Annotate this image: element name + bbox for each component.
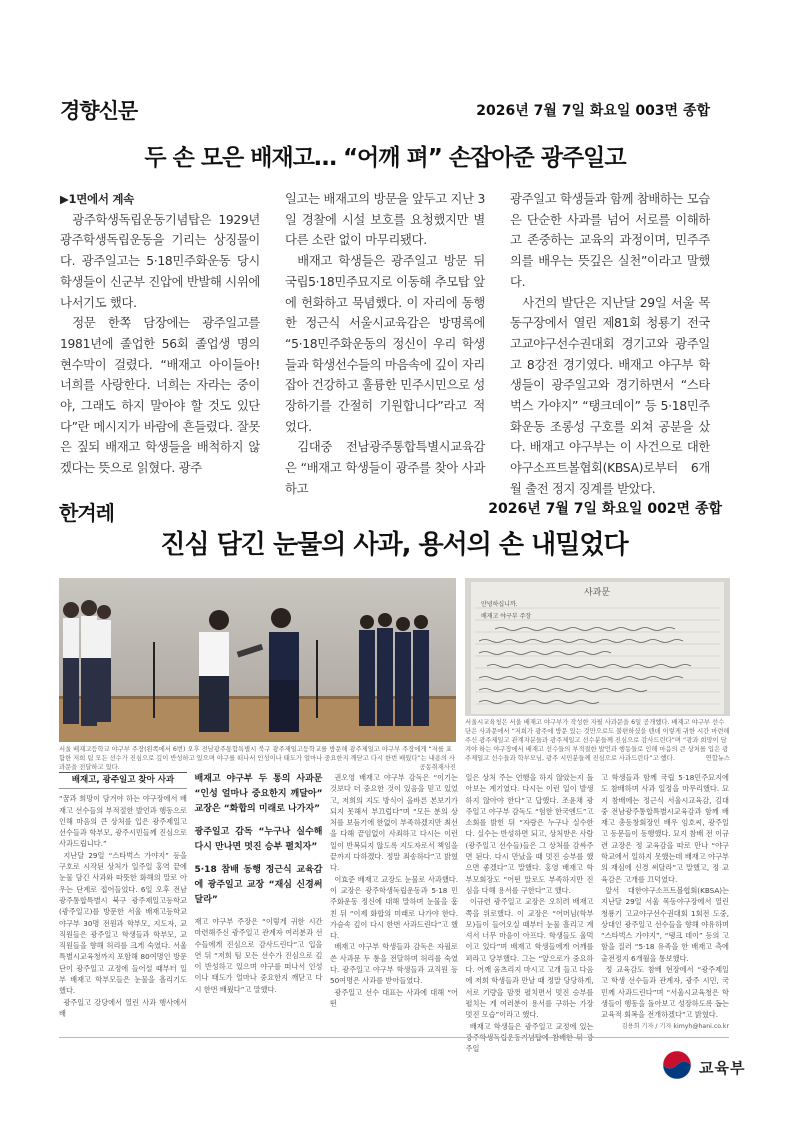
article-column-3 <box>510 189 710 500</box>
article-column-5 <box>601 772 729 1034</box>
letter-title: 사과문 <box>583 588 611 598</box>
publication-date: 2026년 7월 7일 화요일 002면 종합 <box>488 501 722 517</box>
article-column-4 <box>465 772 594 1054</box>
sub-headline: 5·18 참배 동행 정근식 교육감에 광주일고 교장 “재심 신경써달라” <box>194 865 323 905</box>
paragraph: 이규련 광주일고 교장은 오히려 배재고 쪽을 위로했다. 이 교장은 “어머님(학부모)들이 들어오실 때부터 눈물 흘리고 계셔서 너무 마음이 아프다. 학생들도 울먹이고 있다”며 배재고 학생들에게 어깨를 펴라고 당부했다. 그는 “앞으로가 중요하다. 어깨 움츠리지 마시고 고개 들고 다음에 저희 학생들과 만날 때 정말 당당하게, 서로 기량을 맘껏 펼치면서 멋진 승부를 펼치는 게 여러분이 용서를 구하는 가장 멋진 모습”이라고 했다. <box>465 897 594 1020</box>
article-body <box>59 772 729 1054</box>
article-body <box>60 189 710 500</box>
photo-caption <box>59 745 456 772</box>
paragraph: 이효준 배재고 교장도 눈물로 사과했다. 이 교장은 광주학생독립운동과 5·18 민주화운동 정신에 대해 말하며 눈물을 훔친 뒤 “이제 화합의 미래로 나가야 한다. 가슴속 깊이 다시 한번 사과드린다”고 했다. <box>330 874 458 941</box>
publication-date: 2026년 7월 7일 화요일 003면 종합 <box>476 103 710 119</box>
paragraph: 광주일고 학생들과 함께 참배하는 모습은 단순한 사과를 넘어 서로를 이해하고 존중하는 교육의 과정이며, 민주주의를 배우는 뜻깊은 실천”이라고 말했다. <box>510 192 710 289</box>
article-column-2 <box>195 772 323 1034</box>
paragraph: 광주일고 강당에서 열린 사과 행사에서 배 <box>59 997 187 1018</box>
newspaper-masthead: 경향신문 <box>60 98 138 123</box>
paragraph: 일은 상처 주는 언행을 하지 않았는지 돌아보는 계기였다. 다시는 이런 일이 발생하지 않아야 한다”고 답했다. 조윤채 광주일고 야구부 감독도 “험한 한국엔드”고 소회를 밝힌 뒤 “자랑은 누구나 실수한다. 실수는 반성하면 되고, 상처받은 사람(광주일고 선수들)들은 그 상처를 감싸주면 된다. 다시 만났을 때 멋진 승부를 했으면 좋겠다”고 말했다. 홍영 배재고 학부모회장도 “어떤 말로도 부족하지만 진심을 다해 용서를 구한다”고 했다. <box>465 773 594 895</box>
paragraph: 배재고 학생들은 광주일고 교정에 있는 주일 <box>465 1021 594 1054</box>
letter-illustration <box>465 578 730 716</box>
paragraph: 배재고 학생들은 광주일고 방문 뒤 국립5·18민주묘지로 이동해 추모탑 앞에 헌화하고 묵념했다. 이 자리에 동행한 정근식 서울시교육감은 방명록에 “5·18민주화운동의 정신이 우리 학생들과 학생선수들의 마음속에 깊이 자리 잡아 건강하고 훌륭한 민주시민으로 성장하기를 간절히 기원합니다”라고 적었다. <box>285 254 485 434</box>
paragraph: 재고 야구부 주장은 “이렇게 귀한 시간 마련해주신 광주일고 관계자 여러분과 선수들에게 진심으로 감사드린다”고 입을 연 뒤 “저희 팀 모든 선수가 진심으로 깊이 반성하고 있으며 야구를 떠나서 인성이나 태도가 얼마나 중요한지 깨닫고 다시 한번 배웠다”고 말했다. <box>194 917 323 994</box>
article-column-3 <box>330 772 458 1034</box>
article-headline: 두 손 모은 배재고… “어깨 펴” 손잡아준 광주일고 <box>144 145 626 171</box>
letter-from: 배재고 야구부 주장 <box>481 613 532 620</box>
paragraph: 광주학생독립운동기념탑은 1929년 광주학생독립운동을 기리는 상징물이다. 광주일고는 5·18민주화운동 당시 학생들이 신군부 진압에 반발해 시위에 나서기도 했다. <box>60 212 260 310</box>
continued-marker: ▶1면에서 계속 <box>60 192 134 206</box>
handwritten-apology-letter-photo <box>465 578 730 716</box>
sub-headline: 광주일고 감독 “누구나 실수해 다시 만나면 멋진 승부 펼치자” <box>194 827 323 852</box>
photo-caption <box>465 718 730 763</box>
ceremony-illustration <box>59 578 456 742</box>
article-column-2 <box>285 189 485 500</box>
apology-ceremony-photo <box>59 578 456 742</box>
caption-text: 서울시교육청은 서울 배재고 야구부가 작성한 자필 사과문을 6일 공개했다. 배재고 야구부 선수단은 사과문에서 “저희가 광주에 방문 있는 것만으로도 불편하셨을 텐데 이렇게 귀한 시간 마련해주신 광주제일고 관계자분들과 광주제일고 선수분들께 진심으로 감사드린다”며 “광과 희망이 담겨야 하는 야구장에서 배재고 선수들의 부적절한 발언과 행동들로 인해 마음의 큰 상처를 입은 광주제일고 선수들과 학부모님, 광주 시민분들께 진심으로 사과드린다”고 했다. <box>465 719 730 762</box>
newspaper-masthead: 한겨레 <box>59 501 114 525</box>
footer-divider <box>59 1037 729 1038</box>
paragraph: 배재고 야구부 학생들과 감독은 자필로 쓴 사과문 두 통을 전달하며 허리를 숙였다. 광주일고 야구부 학생들과 교직원 등 50여명은 사과를 받아들였다. <box>330 942 458 986</box>
paragraph: 고 학생들과 함께 국립 5·18민주묘지에도 참배하며 사과 일정을 마무리했다. 묘지 참배에는 정근식 서울시교육감, 김대중 전남광주통합특별시교육감과 함께 배재고 총동창회장인 배우 임호씨, 광주일고 동문들이 동행했다. 묘지 참배 전 이규련 교장은 정 교육감을 따로 만나 “야구 학교에서 일하지 못했는데 배재고 야구부의 재심에 신경 써달라”고 말했고, 정 교육감은 고개를 끄덕였다. <box>601 773 729 884</box>
article-headline: 진심 담긴 눈물의 사과, 용서의 손 내밀었다 <box>160 530 628 560</box>
sub-headline: 배재고 야구부 두 통의 사과문 “인성 얼마나 중요한지 깨달아” 교장은 “화합의 미래로 나가자” <box>194 774 323 814</box>
ministry-of-education-logo-icon <box>660 1048 694 1082</box>
paragraph: 사건의 발단은 지난달 29일 서울 목동구장에서 열린 제81회 청룡기 전국고교야구선수권대회 경기고와 광주일고 8강전 경기였다. 배재고 야구부 학생들이 광주일고와 경기하면서 “스타벅스 가야지” “탱크데이” 등 5·18민주화운동 조롱성 구호를 외쳐 공분을 샀다. 배재고 야구부는 이 사건으로 대한야구소프트볼협회(KBSA)로부터 6개월 출전 정지 징계를 받았다. <box>510 295 710 496</box>
article-column-1 <box>59 772 187 1034</box>
paragraph: 김대중 전남광주통합특별시교육감은 “배재고 학생들이 광주를 찾아 사과하고 <box>285 440 485 496</box>
paragraph: 광주일고 선수 대표는 사과에 대해 “어떤 <box>330 987 458 1008</box>
article-column-1 <box>60 189 260 500</box>
ministry-name: 교육부 <box>699 1059 746 1077</box>
section-subhead: 배재고, 광주일고 찾아 사과 <box>59 772 187 789</box>
paragraph: 지난달 29일 “스타벅스 가야지” 등을 구호로 시작된 상처가 일주일 홍역 끝에 눈물 담긴 사과와 따뜻한 화해의 말로 아우는 단계로 접어들었다. 6일 오후 전남광주통합특별시 북구 광주제일고등학교(광주일고)를 방문한 서울 배재고등학교 야구부 30명 전원과 학부모, 지도자, 교직원들은 광주일고 학생들과 학부모, 교직원들을 향해 허리를 크게 숙였다. 서울특별시교육청까지 포함해 80여명인 방문단이 광주일고 교정에 들어설 때부터 일부 배재고 학부모들은 눈물을 흘리기도 했다. <box>59 850 187 996</box>
photo-credit: 연합뉴스 <box>705 755 730 762</box>
paragraph: “꿈과 희망이 담겨야 하는 야구장에서 배재고 선수들의 부적절한 발언과 행동으로 인해 마음의 큰 상처를 입은 광주제일고 선수들과 학부모, 광주시민들께 진심으로 사과드립니다.” <box>59 794 187 849</box>
paragraph: 일고는 배재고의 방문을 앞두고 지난 3일 경찰에 시설 보호를 요청했지만 별다른 소란 없이 마무리됐다. <box>285 192 485 248</box>
reporter-byline: 김용희 기자 / 기자 kimyh@hani.co.kr <box>621 1022 729 1030</box>
paragraph: 정 교육감도 참배 현장에서 “광주제일고 학생 선수들과 관계자, 광주 시민, 국민께 사과드린다”며 “서울시교육청은 학생들이 행동을 돌아보고 성장하도록 돕는 교육적 회복을 전개하겠다”고 밝혔다. <box>601 965 729 1020</box>
paragraph: 정문 한쪽 담장에는 광주일고를 1981년에 졸업한 56회 졸업생 명의 현수막이 걸렸다. “배재고 아이들아! 너희를 사랑한다. 너희는 자라는 중이야, 그래도 하지 말아야 할 것도 있단다”란 메시지가 바람에 흔들렸다. 잘못은 짚되 배재고 학생들을 배척하지 않겠다는 뜻으로 읽혔다. 광주 <box>60 316 260 476</box>
photo-credit: 공동취재사진 <box>419 764 456 771</box>
letter-greeting: 안녕하십니까. <box>481 601 518 608</box>
paragraph: 권오영 배재고 야구부 감독은 “이기는 것보다 더 중요한 것이 있음을 믿고 있었고, 저희의 지도 방식이 올바른 본보기가 되지 못해서 부끄럽다”며 “모든 분의 상처를 보듬기에 한없이 부족하겠지만 최선을 다해 끝임없이 사죄하고 다시는 이런 일이 반복되지 않도록 지도자로서 책임을 끝까지 다하겠다. 정말 죄송하다”고 밝혔다. <box>330 773 458 873</box>
paragraph: 앞서 대한야구소프트볼협회(KBSA)는 지난달 29일 서울 목동야구장에서 열린 청룡기 고교야구선수권대회 1회전 도중, 상대인 광주일고 선수들을 향해 야유하며 “스타벅스 가야지”, “탱크 데이” 등의 고함을 질러 “5·18 유족을 한 배재고 측에 출전정지 6개월을 통보했다. <box>601 885 729 963</box>
caption-text: 서울 배재고등학교 야구부 주장(왼쪽에서 6번) 오후 전남광주통합특별시 북구 광주제일고등학교를 방문해 광주제일고 야구부 주장에게 “저를 포함한 저희 팀 모든 선수가 진심으로 깊이 반성하고 있으며 야구를 떠나서 인성이나 태도가 얼마나 중요한지 깨닫고 다시 한번 배웠다”는 내용의 사과문을 전달하고 있다. <box>59 746 456 771</box>
